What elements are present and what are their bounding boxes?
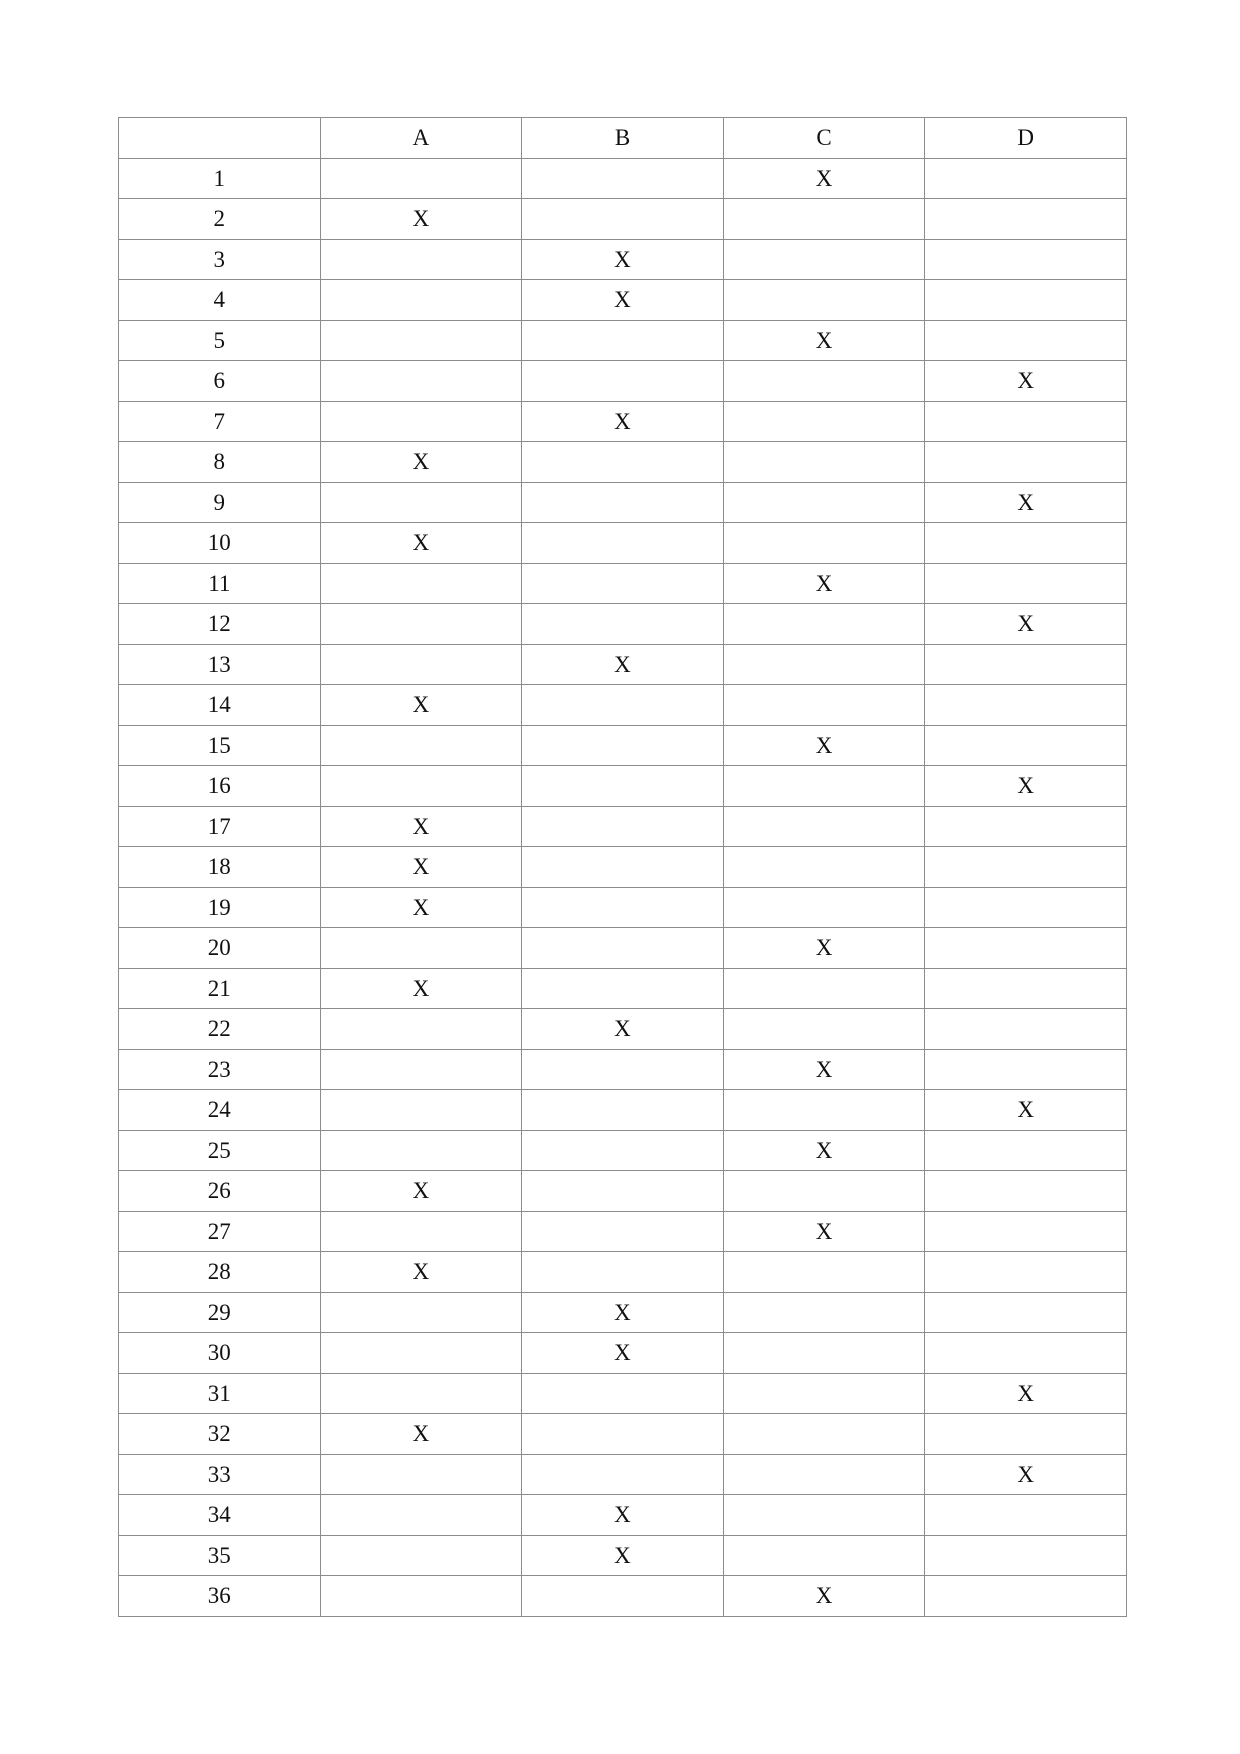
question-number-cell: 4 <box>119 280 321 321</box>
answer-mark-c: X <box>723 1049 925 1090</box>
answer-cell-d <box>925 1292 1127 1333</box>
answer-cell-b <box>522 806 724 847</box>
answer-cell-b <box>522 1373 724 1414</box>
table-row <box>119 1049 1127 1090</box>
answer-cell-b <box>522 685 724 726</box>
answer-cell-d <box>925 1049 1127 1090</box>
answer-mark-a: X <box>320 199 522 240</box>
table-row <box>119 1211 1127 1252</box>
answer-cell-c <box>723 685 925 726</box>
question-number-cell: 5 <box>119 320 321 361</box>
question-number-cell: 20 <box>119 928 321 969</box>
table-row <box>119 928 1127 969</box>
table-row <box>119 320 1127 361</box>
question-number-cell: 30 <box>119 1333 321 1374</box>
answer-cell-d <box>925 968 1127 1009</box>
table-row <box>119 847 1127 888</box>
table-row <box>119 1252 1127 1293</box>
answer-mark-d: X <box>925 604 1127 645</box>
table-row <box>119 725 1127 766</box>
answer-mark-c: X <box>723 1130 925 1171</box>
question-number-cell: 7 <box>119 401 321 442</box>
answer-cell-c <box>723 1535 925 1576</box>
answer-cell-b <box>522 847 724 888</box>
answer-mark-b: X <box>522 1535 724 1576</box>
question-number-cell: 3 <box>119 239 321 280</box>
answer-cell-a <box>320 1333 522 1374</box>
answer-mark-d: X <box>925 1454 1127 1495</box>
question-number-cell: 36 <box>119 1576 321 1617</box>
table-row <box>119 1292 1127 1333</box>
table-body <box>119 158 1127 1616</box>
answer-mark-a: X <box>320 1414 522 1455</box>
answer-cell-c <box>723 1454 925 1495</box>
answer-mark-a: X <box>320 968 522 1009</box>
answer-cell-c <box>723 847 925 888</box>
question-number-cell: 19 <box>119 887 321 928</box>
question-number-cell: 1 <box>119 158 321 199</box>
table-row <box>119 361 1127 402</box>
answer-mark-a: X <box>320 523 522 564</box>
answer-cell-d <box>925 1333 1127 1374</box>
answer-mark-c: X <box>723 563 925 604</box>
question-number-cell: 12 <box>119 604 321 645</box>
answer-cell-a <box>320 361 522 402</box>
answer-cell-d <box>925 847 1127 888</box>
answer-cell-a <box>320 1009 522 1050</box>
table-row <box>119 644 1127 685</box>
question-number-cell: 14 <box>119 685 321 726</box>
answer-cell-c <box>723 806 925 847</box>
question-number-cell: 11 <box>119 563 321 604</box>
table-row <box>119 1576 1127 1617</box>
question-number-cell: 24 <box>119 1090 321 1131</box>
table-row <box>119 685 1127 726</box>
answer-cell-d <box>925 1495 1127 1536</box>
answer-mark-b: X <box>522 644 724 685</box>
answer-cell-b <box>522 1090 724 1131</box>
answer-cell-c <box>723 887 925 928</box>
answer-cell-a <box>320 725 522 766</box>
answer-cell-a <box>320 401 522 442</box>
answer-cell-a <box>320 604 522 645</box>
table-row <box>119 239 1127 280</box>
question-number-cell: 8 <box>119 442 321 483</box>
answer-cell-d <box>925 1009 1127 1050</box>
answer-cell-c <box>723 1495 925 1536</box>
answer-cell-c <box>723 968 925 1009</box>
table-row <box>119 968 1127 1009</box>
answer-mark-a: X <box>320 685 522 726</box>
table-row <box>119 523 1127 564</box>
answer-cell-b <box>522 1414 724 1455</box>
column-header-a: A <box>320 118 522 159</box>
answer-cell-c <box>723 1171 925 1212</box>
answer-cell-d <box>925 1576 1127 1617</box>
header-row <box>119 118 1127 159</box>
answer-cell-d <box>925 1535 1127 1576</box>
table-row <box>119 1009 1127 1050</box>
answer-cell-c <box>723 1009 925 1050</box>
answer-cell-c <box>723 1373 925 1414</box>
answer-mark-b: X <box>522 1292 724 1333</box>
answer-cell-c <box>723 523 925 564</box>
column-header-c: C <box>723 118 925 159</box>
answer-cell-b <box>522 1130 724 1171</box>
answer-cell-a <box>320 320 522 361</box>
answer-grid-table <box>118 117 1127 1617</box>
answer-cell-d <box>925 806 1127 847</box>
answer-cell-a <box>320 1373 522 1414</box>
question-number-cell: 22 <box>119 1009 321 1050</box>
answer-cell-b <box>522 1049 724 1090</box>
answer-mark-c: X <box>723 1576 925 1617</box>
answer-cell-d <box>925 1130 1127 1171</box>
table-row <box>119 1130 1127 1171</box>
answer-cell-d <box>925 158 1127 199</box>
answer-cell-a <box>320 1049 522 1090</box>
answer-mark-a: X <box>320 1171 522 1212</box>
answer-cell-b <box>522 1171 724 1212</box>
answer-cell-c <box>723 1252 925 1293</box>
answer-mark-a: X <box>320 1252 522 1293</box>
question-number-cell: 23 <box>119 1049 321 1090</box>
answer-cell-a <box>320 1495 522 1536</box>
answer-cell-a <box>320 1292 522 1333</box>
answer-cell-d <box>925 928 1127 969</box>
answer-cell-b <box>522 523 724 564</box>
answer-cell-c <box>723 1292 925 1333</box>
answer-cell-b <box>522 1252 724 1293</box>
answer-mark-d: X <box>925 1090 1127 1131</box>
answer-cell-a <box>320 1454 522 1495</box>
answer-mark-d: X <box>925 361 1127 402</box>
question-number-cell: 18 <box>119 847 321 888</box>
answer-mark-a: X <box>320 887 522 928</box>
answer-cell-b <box>522 442 724 483</box>
answer-cell-a <box>320 280 522 321</box>
question-number-cell: 15 <box>119 725 321 766</box>
question-number-cell: 31 <box>119 1373 321 1414</box>
answer-mark-d: X <box>925 1373 1127 1414</box>
answer-cell-a <box>320 482 522 523</box>
table-row <box>119 1090 1127 1131</box>
answer-cell-b <box>522 199 724 240</box>
answer-cell-b <box>522 1576 724 1617</box>
answer-cell-b <box>522 1454 724 1495</box>
answer-cell-b <box>522 968 724 1009</box>
question-number-cell: 28 <box>119 1252 321 1293</box>
answer-mark-b: X <box>522 1333 724 1374</box>
question-number-cell: 29 <box>119 1292 321 1333</box>
answer-cell-d <box>925 644 1127 685</box>
answer-cell-b <box>522 725 724 766</box>
answer-cell-d <box>925 685 1127 726</box>
answer-cell-d <box>925 1211 1127 1252</box>
table-row <box>119 199 1127 240</box>
answer-cell-d <box>925 401 1127 442</box>
answer-cell-c <box>723 1414 925 1455</box>
answer-mark-c: X <box>723 1211 925 1252</box>
question-number-cell: 25 <box>119 1130 321 1171</box>
question-number-cell: 17 <box>119 806 321 847</box>
answer-cell-d <box>925 442 1127 483</box>
answer-cell-a <box>320 766 522 807</box>
answer-mark-a: X <box>320 442 522 483</box>
answer-cell-d <box>925 199 1127 240</box>
answer-mark-c: X <box>723 725 925 766</box>
answer-cell-b <box>522 482 724 523</box>
answer-cell-c <box>723 1333 925 1374</box>
question-number-cell: 16 <box>119 766 321 807</box>
table-row <box>119 158 1127 199</box>
answer-cell-d <box>925 1414 1127 1455</box>
answer-cell-a <box>320 239 522 280</box>
table-row <box>119 887 1127 928</box>
answer-cell-c <box>723 442 925 483</box>
answer-cell-a <box>320 1130 522 1171</box>
answer-cell-b <box>522 928 724 969</box>
answer-cell-c <box>723 766 925 807</box>
answer-cell-d <box>925 280 1127 321</box>
answer-cell-c <box>723 401 925 442</box>
answer-cell-b <box>522 158 724 199</box>
answer-cell-c <box>723 1090 925 1131</box>
question-number-cell: 2 <box>119 199 321 240</box>
table-row <box>119 280 1127 321</box>
answer-cell-b <box>522 563 724 604</box>
answer-mark-a: X <box>320 847 522 888</box>
answer-cell-a <box>320 1211 522 1252</box>
answer-cell-b <box>522 766 724 807</box>
answer-cell-d <box>925 563 1127 604</box>
answer-mark-b: X <box>522 1009 724 1050</box>
answer-cell-c <box>723 644 925 685</box>
answer-cell-d <box>925 887 1127 928</box>
answer-cell-a <box>320 563 522 604</box>
answer-cell-c <box>723 604 925 645</box>
table-row <box>119 563 1127 604</box>
question-number-cell: 13 <box>119 644 321 685</box>
answer-cell-b <box>522 887 724 928</box>
answer-cell-d <box>925 320 1127 361</box>
answer-cell-b <box>522 361 724 402</box>
table-row <box>119 1333 1127 1374</box>
answer-cell-a <box>320 928 522 969</box>
answer-cell-a <box>320 1090 522 1131</box>
column-header-b: B <box>522 118 724 159</box>
answer-mark-a: X <box>320 806 522 847</box>
answer-cell-d <box>925 1252 1127 1293</box>
table-row <box>119 442 1127 483</box>
question-number-cell: 33 <box>119 1454 321 1495</box>
table-row <box>119 1171 1127 1212</box>
table-row <box>119 1495 1127 1536</box>
answer-cell-d <box>925 239 1127 280</box>
answer-cell-a <box>320 158 522 199</box>
answer-cell-c <box>723 361 925 402</box>
corner-cell <box>119 118 321 159</box>
question-number-cell: 21 <box>119 968 321 1009</box>
table-row <box>119 1414 1127 1455</box>
answer-cell-b <box>522 1211 724 1252</box>
answer-mark-b: X <box>522 239 724 280</box>
answer-mark-d: X <box>925 482 1127 523</box>
answer-cell-b <box>522 320 724 361</box>
question-number-cell: 34 <box>119 1495 321 1536</box>
question-number-cell: 10 <box>119 523 321 564</box>
column-header-d: D <box>925 118 1127 159</box>
answer-mark-b: X <box>522 401 724 442</box>
table-row <box>119 482 1127 523</box>
question-number-cell: 27 <box>119 1211 321 1252</box>
answer-mark-c: X <box>723 158 925 199</box>
table-row <box>119 1373 1127 1414</box>
question-number-cell: 35 <box>119 1535 321 1576</box>
answer-mark-b: X <box>522 1495 724 1536</box>
answer-mark-d: X <box>925 766 1127 807</box>
answer-cell-c <box>723 482 925 523</box>
table-row <box>119 1454 1127 1495</box>
question-number-cell: 26 <box>119 1171 321 1212</box>
table-row <box>119 766 1127 807</box>
answer-mark-b: X <box>522 280 724 321</box>
table-row <box>119 806 1127 847</box>
answer-cell-b <box>522 604 724 645</box>
answer-cell-d <box>925 1171 1127 1212</box>
table-row <box>119 401 1127 442</box>
question-number-cell: 6 <box>119 361 321 402</box>
answer-mark-c: X <box>723 928 925 969</box>
question-number-cell: 32 <box>119 1414 321 1455</box>
answer-cell-d <box>925 523 1127 564</box>
answer-cell-c <box>723 280 925 321</box>
answer-cell-c <box>723 199 925 240</box>
table-row <box>119 1535 1127 1576</box>
answer-cell-a <box>320 1535 522 1576</box>
answer-cell-a <box>320 1576 522 1617</box>
question-number-cell: 9 <box>119 482 321 523</box>
answer-cell-a <box>320 644 522 685</box>
answer-cell-c <box>723 239 925 280</box>
answer-cell-d <box>925 725 1127 766</box>
table-row <box>119 604 1127 645</box>
answer-mark-c: X <box>723 320 925 361</box>
